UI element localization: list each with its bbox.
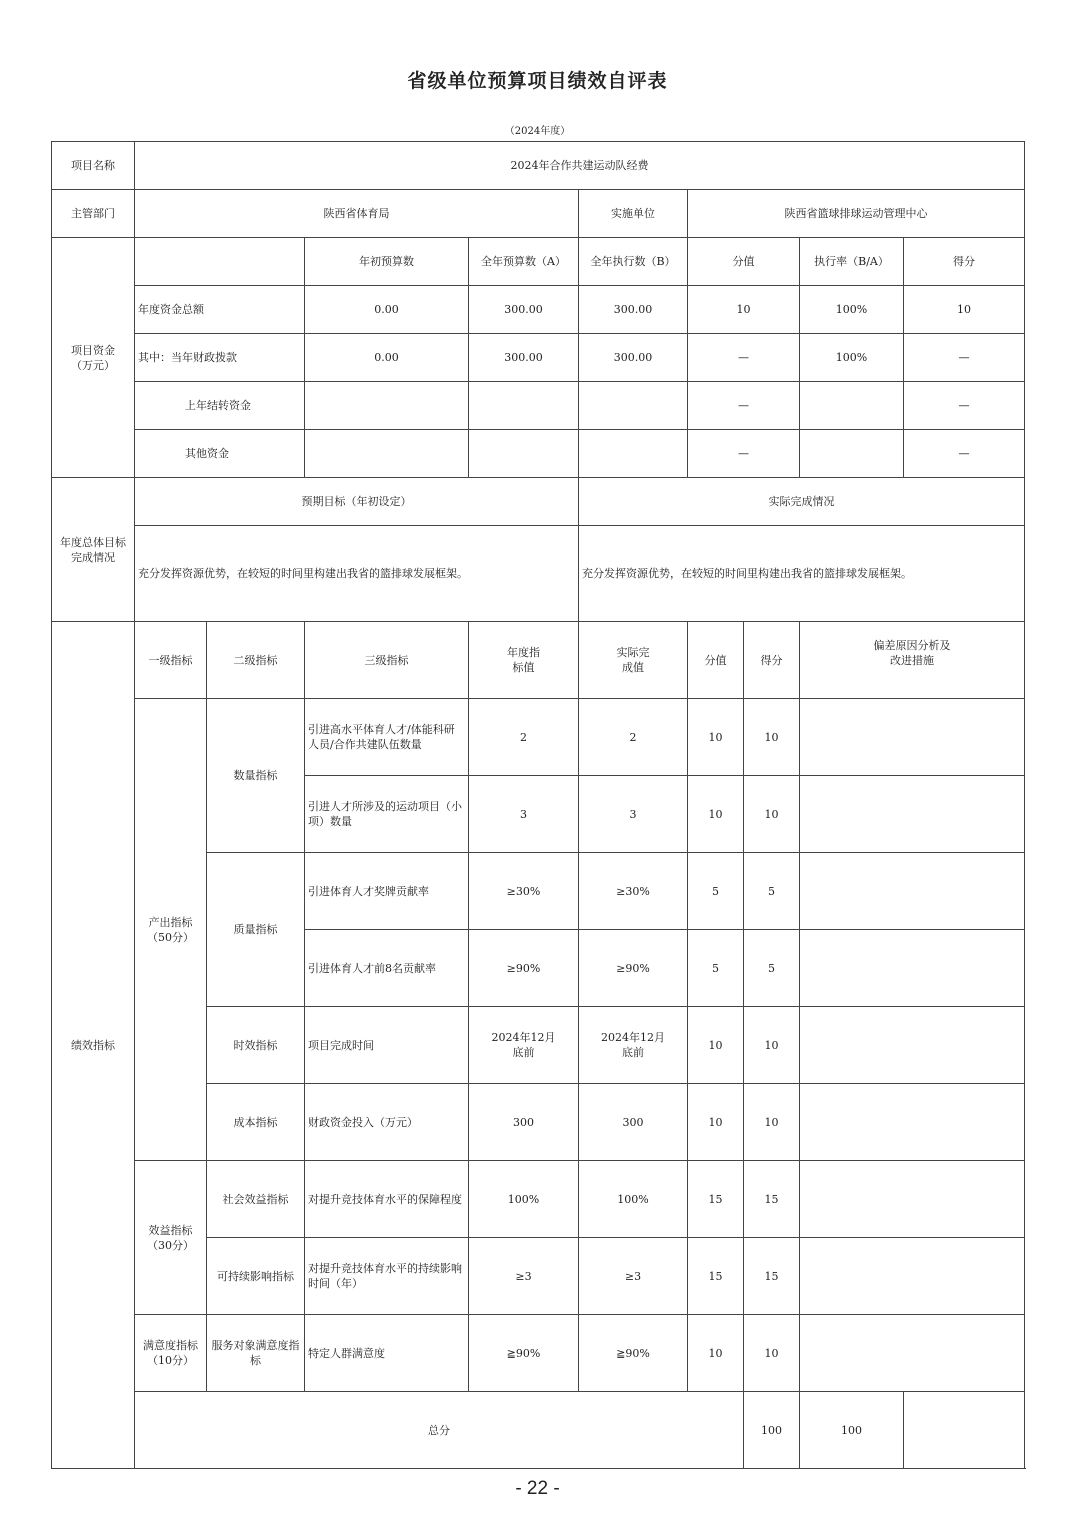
perf-header-score-val: 分值 bbox=[688, 622, 744, 699]
indicator-score-val: 10 bbox=[688, 1084, 744, 1161]
indicator-score: 10 bbox=[744, 1315, 800, 1392]
indicator-score: 10 bbox=[744, 776, 800, 853]
funds-row-score-val: — bbox=[688, 334, 800, 382]
indicator-score-val: 10 bbox=[688, 1007, 744, 1084]
goal-expected: 充分发挥资源优势，在较短的时间里构建出我省的篮排球发展框架。 bbox=[135, 526, 579, 622]
indicator-actual-text: 2024年12月底前 bbox=[601, 1031, 665, 1059]
indicator-score-val: 5 bbox=[688, 853, 744, 930]
project-name: 2024年合作共建运动队经费 bbox=[135, 142, 1025, 190]
indicator-target: ≥90% bbox=[469, 930, 579, 1007]
goal-label-text: 年度总体目标完成情况 bbox=[60, 535, 126, 564]
performance-table bbox=[51, 141, 1025, 1469]
indicator-name: 对提升竞技体育水平的保障程度 bbox=[305, 1161, 469, 1238]
perf-label: 绩效指标 bbox=[52, 622, 135, 1469]
funds-row-label: 其他资金 bbox=[135, 430, 305, 478]
lvl2-social: 社会效益指标 bbox=[207, 1161, 305, 1238]
indicator-name: 财政资金投入（万元） bbox=[305, 1084, 469, 1161]
indicator-name: 对提升竞技体育水平的持续影响时间（年） bbox=[305, 1238, 469, 1315]
perf-header-target bbox=[469, 622, 579, 699]
report-year: （2024年度） bbox=[504, 126, 571, 137]
indicator-name: 引进人才所涉及的运动项目（小项）数量 bbox=[305, 776, 469, 853]
indicator-analysis bbox=[800, 1161, 1025, 1238]
indicator-score: 15 bbox=[744, 1161, 800, 1238]
indicator-score: 5 bbox=[744, 853, 800, 930]
indicator-actual: 100% bbox=[579, 1161, 688, 1238]
funds-header-score: 得分 bbox=[904, 238, 1025, 286]
indicator-actual bbox=[579, 1007, 688, 1084]
funds-row-b: 300.00 bbox=[579, 286, 688, 334]
funds-row-label: 上年结转资金 bbox=[135, 382, 305, 430]
impl-value: 陕西省篮球排球运动管理中心 bbox=[688, 190, 1025, 238]
funds-row-rate bbox=[800, 430, 904, 478]
funds-row-init: 0.00 bbox=[305, 286, 469, 334]
funds-row-a: 300.00 bbox=[469, 286, 579, 334]
funds-row-label: 年度资金总额 bbox=[135, 286, 305, 334]
indicator-target: 3 bbox=[469, 776, 579, 853]
funds-label-text: 项目资金（万元） bbox=[71, 343, 115, 372]
funds-row-a: 300.00 bbox=[469, 334, 579, 382]
indicator-score-val: 15 bbox=[688, 1161, 744, 1238]
goal-actual: 充分发挥资源优势，在较短的时间里构建出我省的篮排球发展框架。 bbox=[579, 526, 1025, 622]
lvl2-timeliness: 时效指标 bbox=[207, 1007, 305, 1084]
indicator-actual: 3 bbox=[579, 776, 688, 853]
indicator-score-val: 10 bbox=[688, 1315, 744, 1392]
goal-label bbox=[52, 478, 135, 622]
lvl1-satisfaction bbox=[135, 1315, 207, 1392]
indicator-analysis bbox=[800, 776, 1025, 853]
funds-row-a bbox=[469, 430, 579, 478]
funds-row-score: — bbox=[904, 430, 1025, 478]
funds-header-init: 年初预算数 bbox=[305, 238, 469, 286]
indicator-actual: ≥30% bbox=[579, 853, 688, 930]
indicator-actual: ≧90% bbox=[579, 1315, 688, 1392]
page-number: - 22 - bbox=[515, 1478, 560, 1499]
dept-label: 主管部门 bbox=[52, 190, 135, 238]
indicator-target-text: 2024年12月底前 bbox=[491, 1031, 556, 1059]
funds-row-init bbox=[305, 382, 469, 430]
lvl1-output bbox=[135, 699, 207, 1161]
total-score: 100 bbox=[800, 1392, 904, 1469]
indicator-name: 特定人群满意度 bbox=[305, 1315, 469, 1392]
perf-header-lvl2: 二级指标 bbox=[207, 622, 305, 699]
perf-header-lvl1: 一级指标 bbox=[135, 622, 207, 699]
funds-row-score-val: — bbox=[688, 382, 800, 430]
total-score-val: 100 bbox=[744, 1392, 800, 1469]
funds-row-b bbox=[579, 430, 688, 478]
indicator-actual: 2 bbox=[579, 699, 688, 776]
funds-row-score: — bbox=[904, 382, 1025, 430]
funds-header-a: 全年预算数（A） bbox=[469, 238, 579, 286]
funds-header-blank bbox=[135, 238, 305, 286]
perf-header-analysis bbox=[800, 622, 1025, 699]
indicator-target bbox=[469, 1007, 579, 1084]
lvl1-benefit-text: 效益指标（30分） bbox=[147, 1223, 194, 1252]
indicator-target: ≧90% bbox=[469, 1315, 579, 1392]
funds-row-rate: 100% bbox=[800, 334, 904, 382]
perf-header-score: 得分 bbox=[744, 622, 800, 699]
indicator-name: 引进体育人才奖牌贡献率 bbox=[305, 853, 469, 930]
total-analysis bbox=[904, 1392, 1025, 1469]
lvl1-output-text: 产出指标（50分） bbox=[147, 915, 194, 944]
perf-header-actual bbox=[579, 622, 688, 699]
lvl2-quantity: 数量指标 bbox=[207, 699, 305, 853]
lvl2-cost: 成本指标 bbox=[207, 1084, 305, 1161]
indicator-analysis bbox=[800, 1007, 1025, 1084]
funds-header-score-val: 分值 bbox=[688, 238, 800, 286]
indicator-score: 5 bbox=[744, 930, 800, 1007]
indicator-actual: ≥90% bbox=[579, 930, 688, 1007]
funds-row-b: 300.00 bbox=[579, 334, 688, 382]
funds-row-score-val: — bbox=[688, 430, 800, 478]
indicator-score-val: 15 bbox=[688, 1238, 744, 1315]
funds-row-a bbox=[469, 382, 579, 430]
indicator-score: 15 bbox=[744, 1238, 800, 1315]
lvl2-quality: 质量指标 bbox=[207, 853, 305, 1007]
page-title: 省级单位预算项目绩效自评表 bbox=[407, 70, 668, 92]
indicator-name: 项目完成时间 bbox=[305, 1007, 469, 1084]
perf-header-actual-text: 实际完成值 bbox=[616, 646, 650, 674]
perf-header-target-text: 年度指标值 bbox=[507, 646, 540, 674]
funds-label bbox=[52, 238, 135, 478]
funds-row-b bbox=[579, 382, 688, 430]
lvl2-sustain: 可持续影响指标 bbox=[207, 1238, 305, 1315]
indicator-target: ≥3 bbox=[469, 1238, 579, 1315]
funds-header-b: 全年执行数（B） bbox=[579, 238, 688, 286]
lvl1-satisfaction-text: 满意度指标（10分） bbox=[143, 1339, 198, 1367]
indicator-actual: ≥3 bbox=[579, 1238, 688, 1315]
funds-row-init bbox=[305, 430, 469, 478]
indicator-target: ≥30% bbox=[469, 853, 579, 930]
indicator-name: 引进高水平体育人才/体能科研人员/合作共建队伍数量 bbox=[305, 699, 469, 776]
total-label: 总分 bbox=[135, 1392, 744, 1469]
indicator-score-val: 10 bbox=[688, 776, 744, 853]
lvl2-service: 服务对象满意度指标 bbox=[207, 1315, 305, 1392]
funds-row-label: 其中：当年财政拨款 bbox=[135, 334, 305, 382]
indicator-score: 10 bbox=[744, 699, 800, 776]
funds-row-score: — bbox=[904, 334, 1025, 382]
funds-row-init: 0.00 bbox=[305, 334, 469, 382]
funds-row-rate: 100% bbox=[800, 286, 904, 334]
indicator-score-val: 5 bbox=[688, 930, 744, 1007]
goal-actual-header: 实际完成情况 bbox=[579, 478, 1025, 526]
dept-value: 陕西省体育局 bbox=[135, 190, 579, 238]
funds-row-score: 10 bbox=[904, 286, 1025, 334]
lvl1-benefit bbox=[135, 1161, 207, 1315]
indicator-analysis bbox=[800, 1084, 1025, 1161]
indicator-analysis bbox=[800, 699, 1025, 776]
funds-header-rate: 执行率（B/A） bbox=[800, 238, 904, 286]
indicator-analysis bbox=[800, 930, 1025, 1007]
funds-row-score-val: 10 bbox=[688, 286, 800, 334]
indicator-target: 300 bbox=[469, 1084, 579, 1161]
indicator-score: 10 bbox=[744, 1007, 800, 1084]
project-name-label: 项目名称 bbox=[52, 142, 135, 190]
perf-header-analysis-text: 偏差原因分析及改进措施 bbox=[873, 639, 951, 667]
goal-expected-header: 预期目标（年初设定） bbox=[135, 478, 579, 526]
funds-row-rate bbox=[800, 382, 904, 430]
indicator-analysis bbox=[800, 1238, 1025, 1315]
indicator-actual: 300 bbox=[579, 1084, 688, 1161]
perf-header-lvl3: 三级指标 bbox=[305, 622, 469, 699]
indicator-target: 2 bbox=[469, 699, 579, 776]
indicator-score-val: 10 bbox=[688, 699, 744, 776]
indicator-target: 100% bbox=[469, 1161, 579, 1238]
indicator-score: 10 bbox=[744, 1084, 800, 1161]
indicator-analysis bbox=[800, 853, 1025, 930]
indicator-name: 引进体育人才前8名贡献率 bbox=[305, 930, 469, 1007]
impl-label: 实施单位 bbox=[579, 190, 688, 238]
indicator-analysis bbox=[800, 1315, 1025, 1392]
